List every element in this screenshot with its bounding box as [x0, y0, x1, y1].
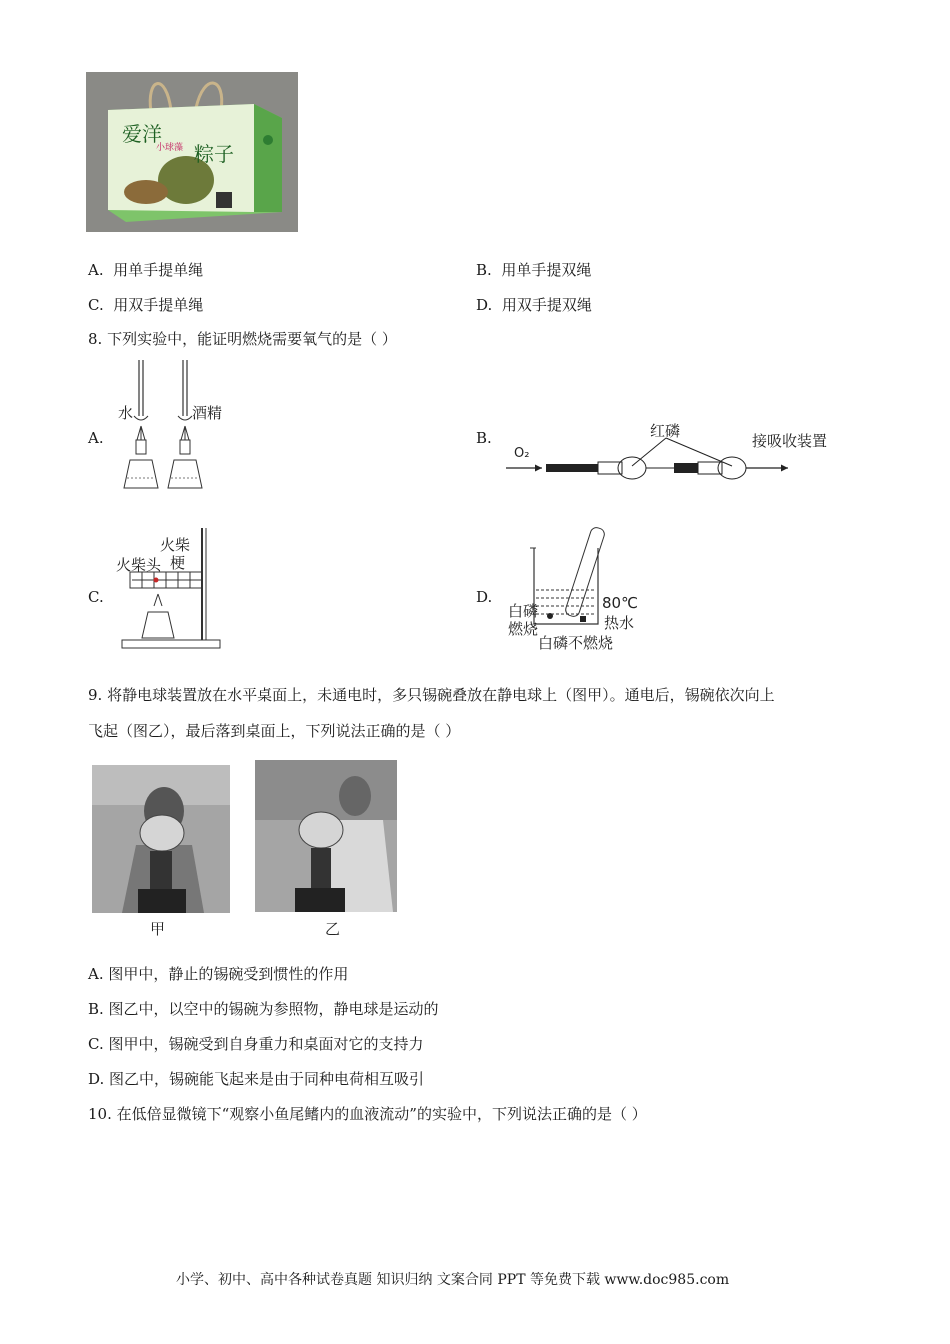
q9-option-b: B. 图乙中，以空中的锡碗为参照物，静电球是运动的 [88, 1000, 439, 1018]
label-temp: 80℃ [602, 594, 638, 612]
q7-option-b: B. 用单手提双绳 [476, 261, 592, 279]
gift-box-image [86, 72, 298, 232]
q8-option-d-letter: D. [476, 588, 493, 606]
label-absorber: 接吸收装置 [752, 432, 828, 450]
label-water: 水 [118, 404, 134, 422]
q8-option-c-letter: C. [88, 588, 104, 606]
q9-option-d: D. 图乙中，锡碗能飞起来是由于同种电荷相互吸引 [88, 1070, 425, 1088]
label-match-head: 火柴头 [116, 556, 162, 574]
label-red-phosphorus: 红磷 [650, 422, 681, 440]
q8-stem: 8. 下列实验中，能证明燃烧需要氧气的是（ ） [88, 330, 397, 348]
q8-figure-d [506, 524, 646, 652]
q8-option-a-letter: A. [88, 429, 104, 447]
footer-text: 小学、初中、高中各种试卷真题 知识归纳 文案合同 PPT 等免费下载 www.doc985.com [176, 1272, 730, 1288]
photo-label-jia: 甲 [150, 920, 166, 938]
label-not-burn: 白磷不燃烧 [538, 634, 614, 652]
q8-figure-a [112, 360, 232, 492]
label-white-p: 白磷 [508, 602, 539, 620]
q8-option-b-letter: B. [476, 429, 492, 447]
q10-stem: 10. 在低倍显微镜下“观察小鱼尾鳍内的血液流动”的实验中，下列说法正确的是（ ） [88, 1105, 647, 1123]
q7-option-c: C. 用双手提单绳 [88, 296, 204, 314]
photo-label-yi: 乙 [325, 920, 341, 938]
q7-option-a: A. 用单手提单绳 [88, 261, 204, 279]
q8-figure-b [506, 418, 846, 488]
label-burns: 燃烧 [508, 620, 539, 638]
q9-stem-line2: 飞起（图乙），最后落到桌面上，下列说法正确的是（ ） [88, 722, 461, 740]
q7-option-d: D. 用双手提双绳 [476, 296, 592, 314]
photo-yi [255, 760, 397, 912]
label-match-stick: 火柴 [160, 536, 191, 554]
box-brand-2: 小球藻 [156, 143, 184, 153]
label-hot-water: 热水 [604, 614, 635, 632]
label-oxygen: O₂ [514, 446, 530, 461]
q9-option-a: A. 图甲中，静止的锡碗受到惯性的作用 [88, 965, 349, 983]
q8-figure-c [112, 528, 224, 650]
label-alcohol: 酒精 [192, 404, 223, 422]
box-brand-3: 粽子 [194, 142, 234, 166]
box-brand-1: 爱洋 [122, 122, 162, 146]
q9-option-c: C. 图甲中，锡碗受到自身重力和桌面对它的支持力 [88, 1035, 424, 1053]
q9-stem-line1: 9. 将静电球装置放在水平桌面上，未通电时，多只锡碗叠放在静电球上（图甲）。通电后，锡碗依次向上 [88, 686, 775, 704]
photo-jia [92, 765, 230, 913]
label-match-stick-2: 梗 [170, 554, 186, 572]
